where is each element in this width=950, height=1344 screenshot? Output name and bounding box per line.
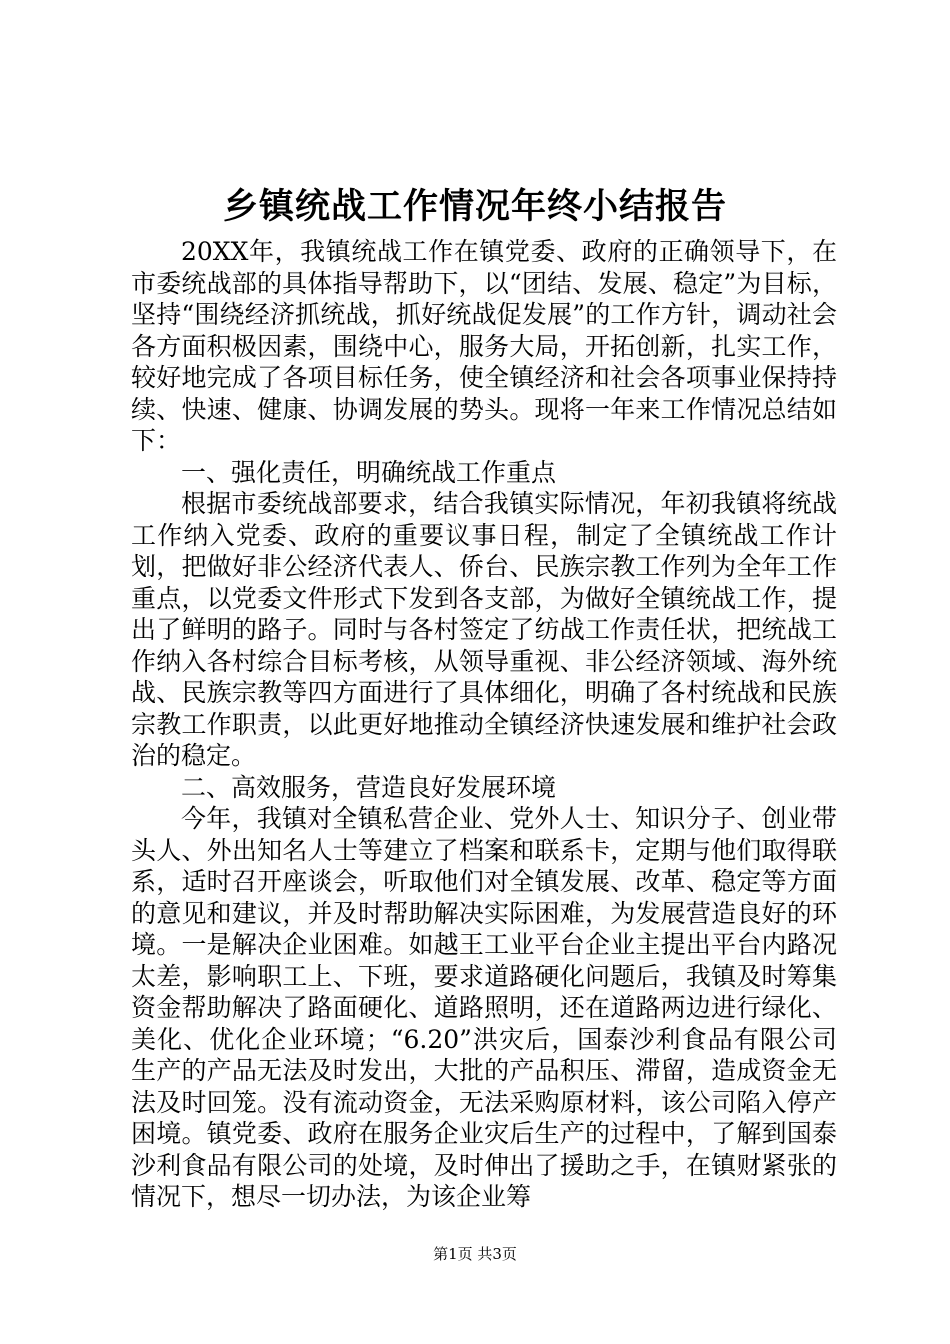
document-body: [131, 236, 837, 1213]
page-number-footer: 第1页 共3页: [433, 1245, 517, 1263]
section-heading-2: 二、高效服务，营造良好发展环境: [181, 772, 557, 802]
paragraph-section-1: 根据市委统战部要求，结合我镇实际情况，年初我镇将统战工作纳入党委、政府的重要议事日程，制定了全镇统战工作计划，把做好非公经济代表人、侨台、民族宗教工作列为全年工作重点，以党委文件形式下发到各支部，为做好全镇统战工作，提出了鲜明的路子。同时与各村签定了纺战工作责任状，把统战工作纳入各村综合目标考核，从领导重视、非公经济领域、海外统战、民族宗教等四方面进行了具体细化，明确了各村统战和民族宗教工作职责，以此更好地推动全镇经济快速发展和维护社会政治的稳定。: [131, 489, 837, 770]
document-title: 乡镇统战工作情况年终小结报告: [222, 186, 727, 227]
section-heading-1: 一、强化责任，明确统战工作重点: [181, 457, 557, 487]
paragraph-intro: 20XX年，我镇统战工作在镇党委、政府的正确领导下，在市委统战部的具体指导帮助下，以“团结、发展、稳定”为目标，坚持“围绕经济抓统战，抓好统战促发展”的工作方针，调动社会各方面积极因素，围绕中心，服务大局，开拓创新，扎实工作，较好地完成了各项目标任务，使全镇经济和社会各项事业保持持续、快速、健康、协调发展的势头。现将一年来工作情况总结如下：: [131, 237, 837, 455]
paragraph-section-2: 今年，我镇对全镇私营企业、党外人士、知识分子、创业带头人、外出知名人士等建立了档案和联系卡，定期与他们取得联系，适时召开座谈会，听取他们对全镇发展、改革、稳定等方面的意见和建议，并及时帮助解决实际困难，为发展营造良好的环境。一是解决企业困难。如越王工业平台企业主提出平台内路况太差，影响职工上、下班，要求道路硬化问题后，我镇及时筹集资金帮助解决了路面硬化、道路照明，还在道路两边进行绿化、美化、优化企业环境；“6.20”洪灾后，国泰沙利食品有限公司生产的产品无法及时发出，大批的产品积压、滞留，造成资金无法及时回笼。没有流动资金，无法采购原材料，该公司陷入停产困境。镇党委、政府在服务企业灾后生产的过程中，了解到国泰沙利食品有限公司的处境，及时伸出了援助之手，在镇财紧张的情况下，想尽一切办法，为该企业筹: [131, 804, 837, 1211]
